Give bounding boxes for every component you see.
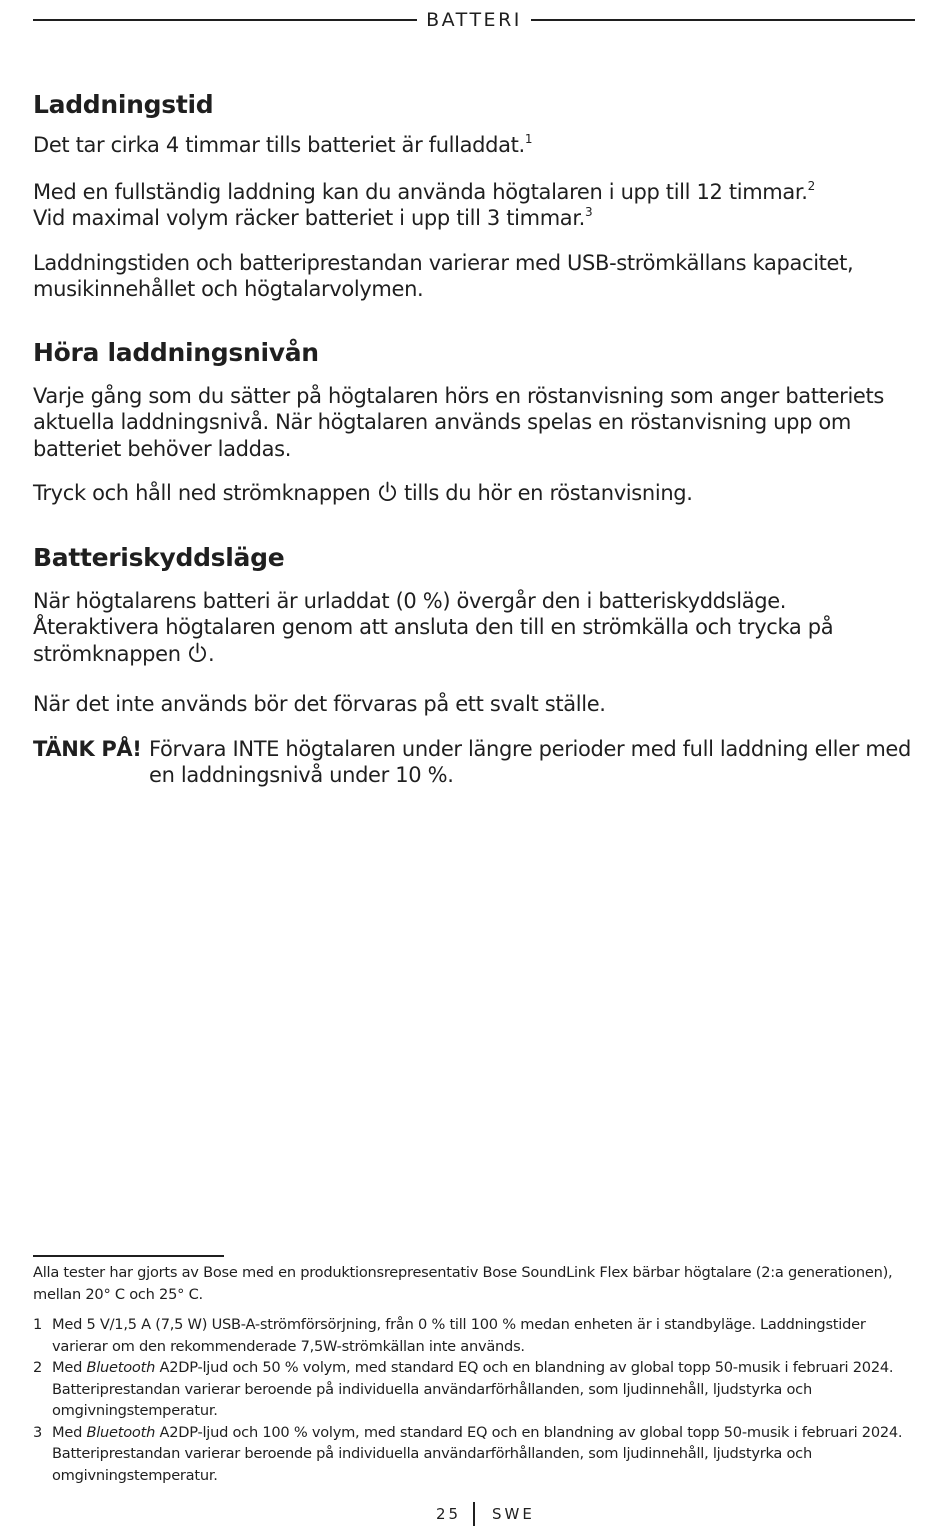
paragraph-variation: Laddningstiden och batteriprestandan varierar med USB-strömkällans kapacitet, musikinnehållet och högtalarvolymen. bbox=[33, 250, 854, 301]
footnotes bbox=[33, 1262, 912, 1486]
power-icon bbox=[377, 481, 398, 503]
paragraph-voice-prompt: Varje gång som du sätter på högtalaren hörs en röstanvisning som anger batteriets aktuella laddningsnivå. När högtalaren används spelas en röstanvisning upp om batteriet behöver laddas. bbox=[33, 383, 884, 461]
page-header bbox=[33, 7, 915, 33]
footnote-intro: Alla tester har gjorts av Bose med en produktionsrepresentativ Bose SoundLink Flex bärbar högtalare (2:a generationen), mellan 20° C och 25° C. bbox=[33, 1264, 893, 1303]
footnote-item: 1 Med 5 V/1,5 A (7,5 W) USB-A-strömförsörjning, från 0 % till 100 % medan enheten är i standbyläge. Laddningstider varierar om den rekommenderade 7,5W-strömkällan inte används. bbox=[33, 1316, 866, 1355]
main-content bbox=[33, 88, 914, 789]
footnote-ref-2: 2 bbox=[807, 178, 815, 193]
header-rule-left bbox=[33, 19, 417, 21]
paragraph-charge-duration: Det tar cirka 4 timmar tills batteriet är fulladdat.$^1$ bbox=[33, 132, 533, 157]
heading-battery-protection: Batteriskyddsläge bbox=[33, 542, 285, 572]
caution-label: TÄNK PÅ! bbox=[33, 736, 142, 761]
footnote-item: 2 Med Bluetooth A2DP-ljud och 50 % volym, med standard EQ och en blandning av global topp 50-musik i februari 2024. Batteriprestandan varierar beroende på individuella användarförhållanden, som ljudinnehåll, ljudstyrka och omgivningstemperatur. bbox=[33, 1359, 894, 1419]
caution-note bbox=[33, 736, 914, 789]
caution-text: Förvara INTE högtalaren under längre perioder med full laddning eller med en laddningsnivå under 10 %. bbox=[149, 736, 911, 787]
header-rule-right bbox=[531, 19, 915, 21]
paragraph-play-time: Med en fullständig laddning kan du använda högtalaren i upp till 12 timmar.$^2$ Vid maximal volym räcker batteriet i upp till 3 timmar.$^3$ bbox=[33, 178, 815, 230]
page-number: 25 bbox=[436, 1505, 462, 1523]
footnote-divider bbox=[33, 1255, 224, 1257]
section-title: BATTERI bbox=[426, 9, 522, 31]
power-icon bbox=[187, 642, 208, 664]
paragraph-press-hold: Tryck och håll ned strömknappen tills du hör en röstanvisning. bbox=[33, 481, 693, 505]
paragraph-protection-mode: När högtalarens batteri är urladdat (0 %) övergår den i batteriskyddsläge. Återaktivera högtalaren genom att ansluta den till en strömkälla och trycka på strömknappen . bbox=[33, 588, 834, 666]
footer-separator bbox=[473, 1502, 475, 1526]
page-footer bbox=[0, 1502, 950, 1528]
footnote-item: 3 Med Bluetooth A2DP-ljud och 100 % volym, med standard EQ och en blandning av global topp 50-musik i februari 2024. Batteriprestandan varierar beroende på individuella användarförhållanden, som ljudinnehåll, ljudstyrka och omgivningstemperatur. bbox=[33, 1423, 903, 1484]
footnote-ref-1: 1 bbox=[524, 132, 533, 146]
paragraph-storage: När det inte används bör det förvaras på ett svalt ställe. bbox=[33, 692, 606, 716]
footnote-ref-3: 3 bbox=[585, 205, 593, 219]
heading-hear-level: Höra laddningsnivån bbox=[33, 337, 319, 367]
heading-charging-time: Laddningstid bbox=[33, 90, 214, 119]
language-code: SWE bbox=[492, 1505, 535, 1523]
